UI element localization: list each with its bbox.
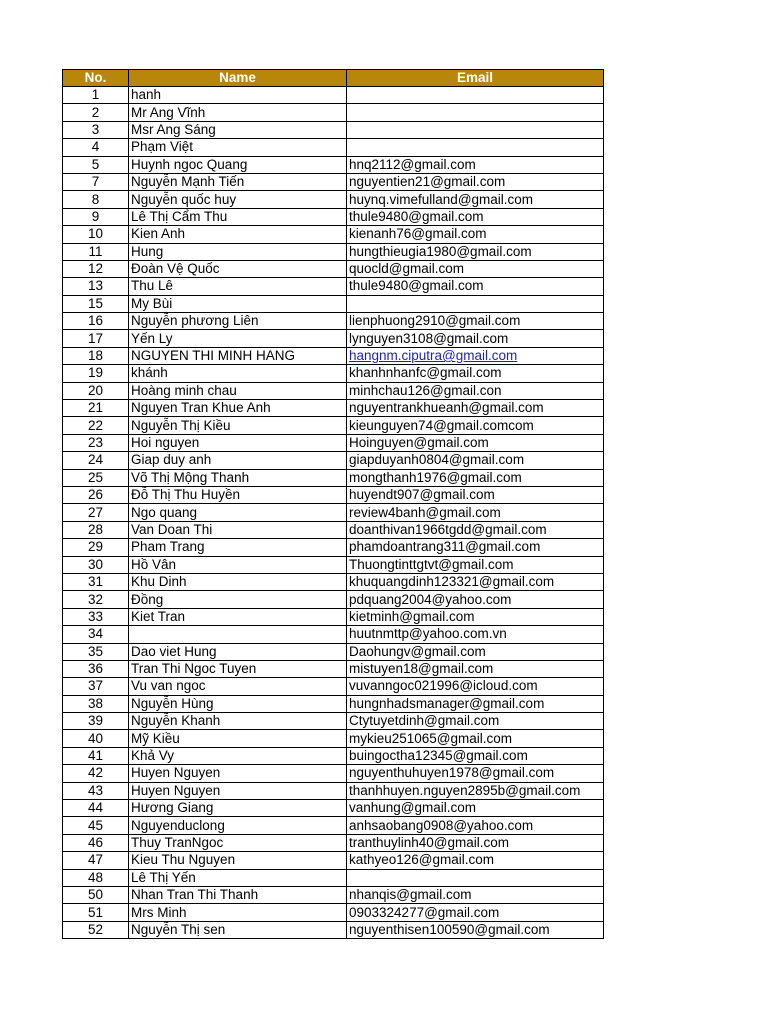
row-number: 32 [63, 591, 129, 608]
row-number: 3 [63, 121, 129, 138]
contact-name: Thu Lê [129, 278, 347, 295]
contact-name: Nguyễn Hùng [129, 695, 347, 712]
contact-name: Khả Vy [129, 747, 347, 764]
contact-email: kieunguyen74@gmail.comcom [347, 417, 604, 434]
contact-email: thule9480@gmail.com [347, 208, 604, 225]
row-number: 52 [63, 921, 129, 938]
row-number: 23 [63, 434, 129, 451]
row-number: 47 [63, 852, 129, 869]
table-row [63, 782, 604, 799]
contact-email: hungnhadsmanager@gmail.com [347, 695, 604, 712]
contact-email: minhchau126@gmail.con [347, 382, 604, 399]
contact-email: quocld@gmail.com [347, 260, 604, 277]
table-row [63, 678, 604, 695]
contact-email: Daohungv@gmail.com [347, 643, 604, 660]
contact-email: mistuyen18@gmail.com [347, 660, 604, 677]
contact-email: thule9480@gmail.com [347, 278, 604, 295]
contact-email: vanhung@gmail.com [347, 800, 604, 817]
contact-email-link[interactable]: hangnm.ciputra@gmail.com [347, 347, 604, 364]
row-number: 20 [63, 382, 129, 399]
table-row [63, 539, 604, 556]
contact-name: Nguyễn phương Liên [129, 313, 347, 330]
contact-email: tranthuylinh40@gmail.com [347, 834, 604, 851]
contact-email [347, 295, 604, 312]
contact-name: Mỹ Kiều [129, 730, 347, 747]
row-number: 4 [63, 139, 129, 156]
table-row [63, 278, 604, 295]
row-number: 44 [63, 800, 129, 817]
contact-email: nguyentien21@gmail.com [347, 173, 604, 190]
contact-email [347, 121, 604, 138]
contact-name: Mrs Minh [129, 904, 347, 921]
row-number: 46 [63, 834, 129, 851]
contact-email: review4banh@gmail.com [347, 504, 604, 521]
table-row [63, 660, 604, 677]
contact-name: Yến Ly [129, 330, 347, 347]
row-number: 36 [63, 660, 129, 677]
contact-name: Đỗ Thị Thu Huyền [129, 486, 347, 503]
contact-email: khanhnhanfc@gmail.com [347, 365, 604, 382]
table-row [63, 504, 604, 521]
row-number: 51 [63, 904, 129, 921]
row-number: 42 [63, 765, 129, 782]
contact-table [62, 69, 604, 939]
contact-email: huynq.vimefulland@gmail.com [347, 191, 604, 208]
table-row [63, 417, 604, 434]
table-row [63, 556, 604, 573]
contact-email: nguyenthuhuyen1978@gmail.com [347, 765, 604, 782]
table-row [63, 765, 604, 782]
contact-email: hnq2112@gmail.com [347, 156, 604, 173]
row-number: 13 [63, 278, 129, 295]
row-number: 41 [63, 747, 129, 764]
table-row [63, 817, 604, 834]
table-row [63, 608, 604, 625]
row-number: 34 [63, 626, 129, 643]
contact-name: Ngo quang [129, 504, 347, 521]
contact-email: kathyeo126@gmail.com [347, 852, 604, 869]
table-row [63, 800, 604, 817]
contact-email: nguyentrankhueanh@gmail.com [347, 400, 604, 417]
contact-name: Phạm Việt [129, 139, 347, 156]
row-number: 43 [63, 782, 129, 799]
row-number: 26 [63, 486, 129, 503]
contact-name: hanh [129, 87, 347, 104]
contact-name [129, 626, 347, 643]
contact-name: Lê Thị Yến [129, 869, 347, 886]
row-number: 18 [63, 347, 129, 364]
contact-email: anhsaobang0908@yahoo.com [347, 817, 604, 834]
row-number: 19 [63, 365, 129, 382]
contact-name: Lê Thị Cẩm Thu [129, 208, 347, 225]
contact-name: Hung [129, 243, 347, 260]
contact-name: Nguyễn Thị sen [129, 921, 347, 938]
header-row [63, 70, 604, 87]
contact-email: nguyenthisen100590@gmail.com [347, 921, 604, 938]
contact-name: Kieu Thu Nguyen [129, 852, 347, 869]
table-row [63, 626, 604, 643]
contact-name: Hoàng minh chau [129, 382, 347, 399]
contact-name: khánh [129, 365, 347, 382]
contact-email: Hoinguyen@gmail.com [347, 434, 604, 451]
table-row [63, 208, 604, 225]
row-number: 1 [63, 87, 129, 104]
contact-email: khuquangdinh123321@gmail.com [347, 573, 604, 590]
row-number: 29 [63, 539, 129, 556]
row-number: 45 [63, 817, 129, 834]
contact-email: buingoctha12345@gmail.com [347, 747, 604, 764]
table-row [63, 330, 604, 347]
table-row [63, 747, 604, 764]
table-row [63, 400, 604, 417]
column-header-no: No. [63, 70, 129, 87]
contact-name: Kien Anh [129, 226, 347, 243]
contact-name: Hồ Vân [129, 556, 347, 573]
contact-email [347, 869, 604, 886]
row-number: 31 [63, 573, 129, 590]
contact-name: Huynh ngoc Quang [129, 156, 347, 173]
table-row [63, 156, 604, 173]
contact-email: huutnmttp@yahoo.com.vn [347, 626, 604, 643]
row-number: 50 [63, 886, 129, 903]
contact-name: Đoàn Vệ Quốc [129, 260, 347, 277]
table-row [63, 226, 604, 243]
table-row [63, 713, 604, 730]
contact-email: nhanqis@gmail.com [347, 886, 604, 903]
contact-name: Nguyenduclong [129, 817, 347, 834]
contact-name: Huyen Nguyen [129, 782, 347, 799]
table-row [63, 87, 604, 104]
contact-name: Van Doan Thi [129, 521, 347, 538]
contact-name: NGUYEN THI MINH HANG [129, 347, 347, 364]
contact-name: Tran Thi Ngoc Tuyen [129, 660, 347, 677]
table-row [63, 243, 604, 260]
row-number: 25 [63, 469, 129, 486]
contact-name: Khu Dinh [129, 573, 347, 590]
row-number: 35 [63, 643, 129, 660]
table-row [63, 382, 604, 399]
row-number: 30 [63, 556, 129, 573]
contact-name: Kiet Tran [129, 608, 347, 625]
table-row [63, 469, 604, 486]
table-row [63, 521, 604, 538]
contact-name: Võ Thị Mộng Thanh [129, 469, 347, 486]
contact-name: Hoi nguyen [129, 434, 347, 451]
contact-name: My Bùi [129, 295, 347, 312]
row-number: 17 [63, 330, 129, 347]
contact-email: kietminh@gmail.com [347, 608, 604, 625]
contact-name: Giap duy anh [129, 452, 347, 469]
contact-name: Pham Trang [129, 539, 347, 556]
table-row [63, 139, 604, 156]
contact-email: pdquang2004@yahoo.com [347, 591, 604, 608]
table-row [63, 904, 604, 921]
row-number: 28 [63, 521, 129, 538]
row-number: 5 [63, 156, 129, 173]
contact-email: lienphuong2910@gmail.com [347, 313, 604, 330]
row-number: 48 [63, 869, 129, 886]
row-number: 38 [63, 695, 129, 712]
contact-name: Nguyễn quốc huy [129, 191, 347, 208]
row-number: 27 [63, 504, 129, 521]
contact-email: lynguyen3108@gmail.com [347, 330, 604, 347]
table-row [63, 573, 604, 590]
table-row [63, 295, 604, 312]
contact-name: Huyen Nguyen [129, 765, 347, 782]
table-row [63, 260, 604, 277]
table-row [63, 486, 604, 503]
row-number: 33 [63, 608, 129, 625]
table-row [63, 921, 604, 938]
table-row [63, 104, 604, 121]
table-row [63, 643, 604, 660]
table-row [63, 869, 604, 886]
row-number: 12 [63, 260, 129, 277]
contact-name: Hương Giang [129, 800, 347, 817]
row-number: 11 [63, 243, 129, 260]
column-header-name: Name [129, 70, 347, 87]
contact-email: Thuongtinttgtvt@gmail.com [347, 556, 604, 573]
table-row [63, 121, 604, 138]
contact-email: mongthanh1976@gmail.com [347, 469, 604, 486]
contact-name: Dao viet Hung [129, 643, 347, 660]
row-number: 9 [63, 208, 129, 225]
row-number: 39 [63, 713, 129, 730]
contact-email: kienanh76@gmail.com [347, 226, 604, 243]
contact-name: Nguyễn Thị Kiều [129, 417, 347, 434]
contact-name: Nguyen Tran Khue Anh [129, 400, 347, 417]
row-number: 24 [63, 452, 129, 469]
table-row [63, 730, 604, 747]
table-row [63, 886, 604, 903]
contact-name: Đồng [129, 591, 347, 608]
contact-name: Nguyễn Mạnh Tiến [129, 173, 347, 190]
contact-name: Thuy TranNgoc [129, 834, 347, 851]
table-row [63, 434, 604, 451]
contact-email: huyendt907@gmail.com [347, 486, 604, 503]
table-row [63, 313, 604, 330]
row-number: 37 [63, 678, 129, 695]
contact-name: Mr Ang Vĩnh [129, 104, 347, 121]
column-header-email: Email [347, 70, 604, 87]
table-row [63, 347, 604, 364]
row-number: 2 [63, 104, 129, 121]
row-number: 10 [63, 226, 129, 243]
contact-email [347, 139, 604, 156]
row-number: 16 [63, 313, 129, 330]
table-row [63, 452, 604, 469]
contact-email [347, 104, 604, 121]
table-row [63, 191, 604, 208]
contact-email: vuvanngoc021996@icloud.com [347, 678, 604, 695]
contact-email: phamdoantrang311@gmail.com [347, 539, 604, 556]
table-row [63, 365, 604, 382]
contact-name: Msr Ang Sáng [129, 121, 347, 138]
table-row [63, 591, 604, 608]
row-number: 15 [63, 295, 129, 312]
contact-name: Vu van ngoc [129, 678, 347, 695]
row-number: 7 [63, 173, 129, 190]
contact-email: doanthivan1966tgdd@gmail.com [347, 521, 604, 538]
row-number: 22 [63, 417, 129, 434]
contact-email: mykieu251065@gmail.com [347, 730, 604, 747]
contact-email: hungthieugia1980@gmail.com [347, 243, 604, 260]
row-number: 40 [63, 730, 129, 747]
row-number: 21 [63, 400, 129, 417]
table-row [63, 834, 604, 851]
contact-email: 0903324277@gmail.com [347, 904, 604, 921]
table-row [63, 852, 604, 869]
table-row [63, 695, 604, 712]
contact-name: Nguyễn Khanh [129, 713, 347, 730]
table-row [63, 173, 604, 190]
table-body [63, 87, 604, 939]
contact-email: giapduyanh0804@gmail.com [347, 452, 604, 469]
contact-name: Nhan Tran Thi Thanh [129, 886, 347, 903]
row-number: 8 [63, 191, 129, 208]
contact-email [347, 87, 604, 104]
contact-email: Ctytuyetdinh@gmail.com [347, 713, 604, 730]
contact-email: thanhhuyen.nguyen2895b@gmail.com [347, 782, 604, 799]
